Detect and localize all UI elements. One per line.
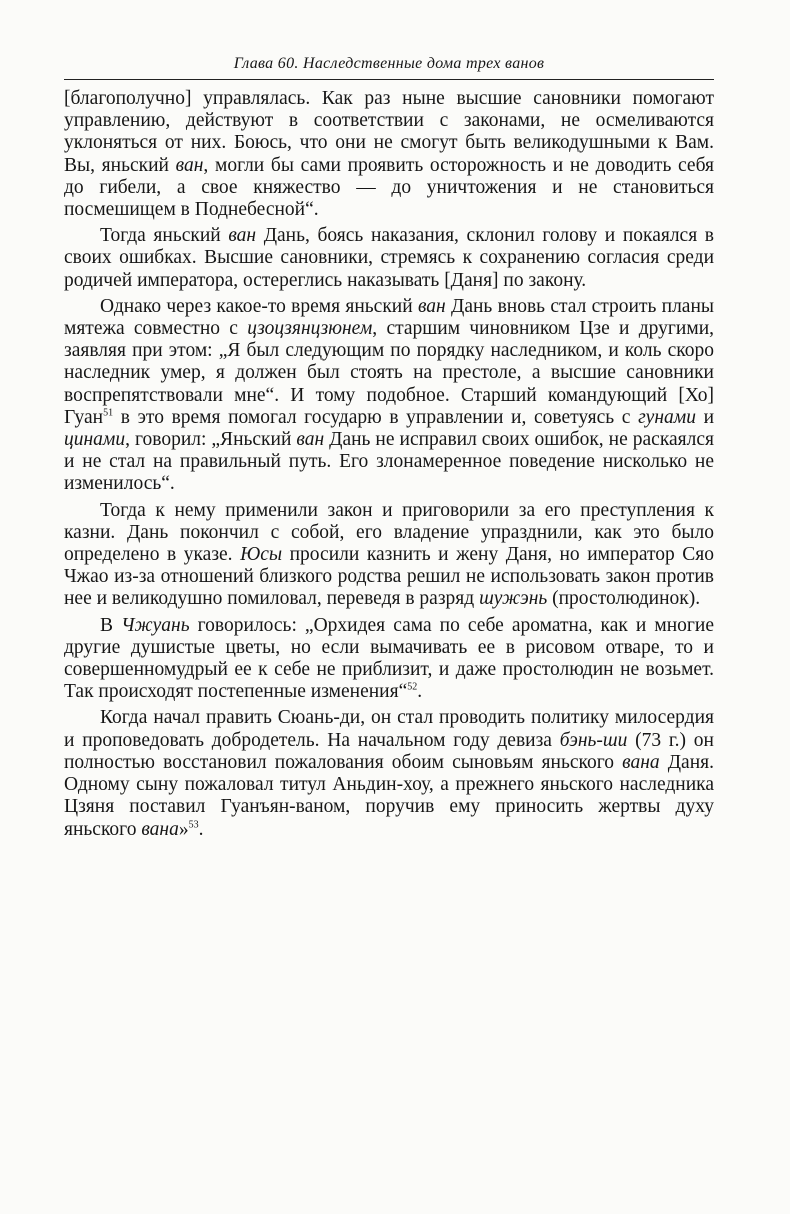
text-run: и xyxy=(695,406,715,428)
paragraph xyxy=(64,88,714,221)
text-run: Дань не исправил своих ошибок, не раскаялся и не стал на правильный путь. Его злонамеренное поведение нисколько не изменилось“. xyxy=(64,429,714,495)
paragraph xyxy=(64,615,714,704)
text-run: В xyxy=(100,614,122,636)
text-run: (73 г.) он полностью восстановил пожалования обоим сыновьям яньского xyxy=(64,729,714,773)
text-run: , могли бы сами проявить осторожность и не доводить себя до гибели, а свое княжество — до уничтожения и не становиться посмешищем в Поднебесной“. xyxy=(64,154,714,221)
italic-term: шужэнь xyxy=(479,588,548,610)
text-run: , говорил: „Яньский xyxy=(125,429,297,451)
italic-term: ван xyxy=(175,154,204,176)
text-run: Даня. Одному сыну пожаловал титул Аньдин-хоу, а прежнего яньского наследника Цзяня поставил Гуанъян-ваном, поручив ему приносить жертвы духу яньского xyxy=(64,751,714,840)
text-run: Тогда яньский xyxy=(100,225,229,247)
text-run: . xyxy=(417,681,423,703)
text-run: , старшим чиновником Цзе и другими, заявляя при этом: „Я был следующим по порядку наследником, и коль скоро наследник умер, я должен был стоять на престоле, а высшие сановники воспрепятствовали мне“. И тому подобное. Старший командующий [Хо] Гуан xyxy=(64,318,715,428)
paragraph xyxy=(64,500,714,611)
running-head: Глава 60. Наследственные дома трех ванов xyxy=(64,55,714,80)
text-run: (простолюдинок). xyxy=(547,588,701,610)
italic-term: бэнь-ши xyxy=(559,729,628,751)
footnote-ref: 53 xyxy=(188,819,199,830)
italic-term: ван xyxy=(296,429,325,451)
italic-term: Чжуань xyxy=(121,614,190,636)
text-run: в это время помогал государю в управлении и, советуясь с xyxy=(113,406,639,428)
italic-term: ван xyxy=(228,225,257,247)
italic-term: ван xyxy=(417,295,446,317)
italic-term: вана xyxy=(141,818,179,840)
footnote-ref: 51 xyxy=(103,407,114,419)
paragraph xyxy=(64,707,714,840)
paragraph xyxy=(64,296,714,496)
text-run: Дань, боясь наказания, склонил голову и покаялся в своих ошибках. Высшие сановники, стремясь к сохранению согласия среди родичей императора, остереглись наказывать [Даня] по закону. xyxy=(64,225,714,291)
page xyxy=(64,55,714,845)
body-text xyxy=(64,88,714,841)
text-run: просили казнить и жену Даня, но император Сяо Чжао из-за отношений близкого родства решил не использовать закон против нее и великодушно помиловал, переведя в разряд xyxy=(64,544,714,610)
text-run: Когда начал править Сюань-ди, он стал проводить политику милосердия и проповедовать добродетель. На начальном году девиза xyxy=(64,707,714,751)
text-run: . xyxy=(198,818,204,840)
italic-term: гунами xyxy=(638,406,696,428)
italic-term: Юсы xyxy=(240,544,283,566)
italic-term: цзоцзянцзюнем xyxy=(247,318,373,340)
text-run: говорилось: „Орхидея сама по себе ароматна, как и многие другие душистые цветы, но если вымачивать ее в рисовом отваре, то и совершенномудрый ее к себе не приблизит, и даже простолюдин не возьмет. Так происходят постепенные изменения“ xyxy=(64,614,715,703)
paragraph xyxy=(64,225,714,292)
italic-term: цинами xyxy=(64,429,126,451)
text-run: Дань вновь стал строить планы мятежа совместно с xyxy=(64,295,714,340)
text-run: » xyxy=(178,818,189,840)
italic-term: вана xyxy=(622,751,660,773)
text-run: Однако через какое-то время яньский xyxy=(100,295,418,317)
text-run: [благополучно] управлялась. Как раз ныне высшие сановники помогают управлению, действуют в соответствии с законами, не осмеливаются уклоняться от них. Боюсь, что они не смогут быть великодушными к Вам. Вы, яньский xyxy=(64,88,714,176)
footnote-ref: 52 xyxy=(407,681,418,693)
text-run: Тогда к нему применили закон и приговорили за его преступления к казни. Дань покончил с собой, его владение упразднили, как это было определено в указе. xyxy=(64,499,714,566)
